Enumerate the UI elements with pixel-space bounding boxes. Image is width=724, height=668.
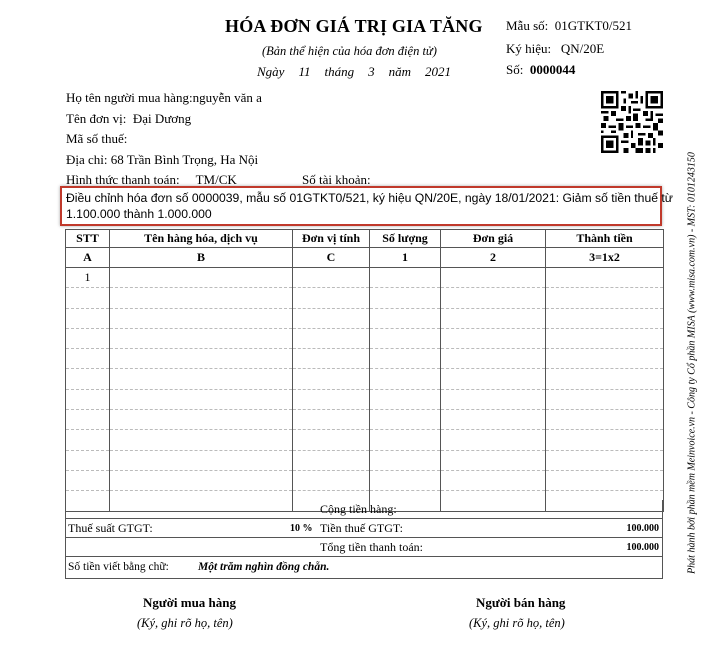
col-header: Tên hàng hóa, dịch vụ bbox=[110, 230, 293, 248]
invoice-title: HÓA ĐƠN GIÁ TRỊ GIA TĂNG bbox=[225, 16, 483, 36]
number-label: Số: bbox=[506, 62, 524, 77]
table-cell bbox=[441, 268, 546, 288]
table-cell bbox=[370, 268, 441, 288]
table-row bbox=[66, 470, 664, 490]
col-label: 3=1x2 bbox=[546, 248, 664, 268]
seller-signature-note: (Ký, ghi rõ họ, tên) bbox=[469, 616, 565, 630]
col-label: A bbox=[66, 248, 110, 268]
col-label: 1 bbox=[370, 248, 441, 268]
subtotal-row bbox=[65, 500, 663, 519]
col-header: Đơn giá bbox=[441, 230, 546, 248]
buyer-name-value: nguyễn văn a bbox=[192, 90, 262, 105]
total-label: Tổng tiền thanh toán: bbox=[320, 540, 423, 554]
buyer-name bbox=[66, 90, 262, 106]
vat-row bbox=[65, 519, 663, 538]
payment-label: Hình thức thanh toán: bbox=[66, 172, 180, 187]
table-row bbox=[66, 268, 664, 288]
table-row bbox=[66, 389, 664, 409]
account-label: Số tài khoản: bbox=[302, 172, 371, 187]
table-row bbox=[66, 410, 664, 430]
publisher-text: Phát hành bởi phần mềm Meinvoice.vn - Công ty Cổ phần MISA (www.misa.com.vn) - MST: 0101243150 bbox=[686, 152, 698, 574]
buyer-unit-value: Đại Dương bbox=[132, 111, 192, 126]
buyer-tax-label: Mã số thuế: bbox=[66, 131, 128, 146]
form-number bbox=[506, 18, 632, 34]
invoice-subtitle: (Bản thể hiện của hóa đơn điện tử) bbox=[262, 44, 437, 58]
vat-rate-label: Thuế suất GTGT: bbox=[68, 521, 153, 535]
buyer-address-label: Địa chỉ: bbox=[66, 152, 108, 167]
seller-signature-label: Người bán hàng bbox=[476, 595, 566, 610]
col-label: 2 bbox=[441, 248, 546, 268]
table-row bbox=[66, 328, 664, 348]
form-value: 01GTKT0/521 bbox=[554, 18, 633, 33]
table-cell bbox=[293, 268, 370, 288]
buyer-unit bbox=[66, 111, 191, 127]
payment-value: TM/CK bbox=[195, 172, 237, 187]
total-value: 100.000 bbox=[626, 542, 659, 553]
buyer-tax bbox=[66, 131, 127, 147]
invoice-date bbox=[257, 64, 465, 80]
invoice-number bbox=[506, 62, 575, 78]
date-year: 2021 bbox=[425, 64, 452, 79]
table-cell bbox=[110, 268, 293, 288]
buyer-address-value: 68 Trần Bình Trọng, Ha Nội bbox=[110, 152, 259, 167]
publisher-side-text bbox=[682, 108, 702, 618]
serial bbox=[506, 41, 604, 57]
date-year-label: năm bbox=[388, 64, 412, 79]
date-day-label: Ngày bbox=[257, 64, 285, 79]
buyer-signature-label: Người mua hàng bbox=[143, 595, 237, 610]
table-row bbox=[66, 450, 664, 470]
total-row bbox=[65, 538, 663, 557]
qr-code-icon bbox=[601, 91, 663, 153]
vat-amount-label: Tiền thuế GTGT: bbox=[320, 521, 403, 535]
buyer-signature-note: (Ký, ghi rõ họ, tên) bbox=[137, 616, 233, 630]
table-row bbox=[66, 288, 664, 308]
buyer-address bbox=[66, 152, 258, 168]
col-label: C bbox=[293, 248, 370, 268]
date-month-label: tháng bbox=[324, 64, 355, 79]
buyer-unit-label: Tên đơn vị: bbox=[66, 111, 127, 126]
col-header: Đơn vị tính bbox=[293, 230, 370, 248]
serial-value: QN/20E bbox=[560, 41, 605, 56]
table-label-row bbox=[66, 248, 664, 268]
table-cell: 1 bbox=[66, 268, 110, 288]
table-row bbox=[66, 430, 664, 450]
number-value: 0000044 bbox=[529, 62, 576, 77]
amount-in-words-row bbox=[65, 557, 663, 579]
date-month: 3 bbox=[368, 64, 375, 79]
subtotal-label: Cộng tiền hàng: bbox=[320, 502, 397, 516]
serial-label: Ký hiệu: bbox=[506, 41, 552, 56]
words-label: Số tiền viết bằng chữ: bbox=[68, 561, 169, 573]
buyer-name-label: Họ tên người mua hàng: bbox=[66, 90, 193, 105]
table-header-row bbox=[66, 230, 664, 248]
words-value: Một trăm nghìn đồng chẵn. bbox=[198, 561, 330, 573]
form-label: Mẫu số: bbox=[506, 18, 549, 33]
col-header: Số lượng bbox=[370, 230, 441, 248]
col-header: Thành tiền bbox=[546, 230, 664, 248]
table-cell bbox=[546, 268, 664, 288]
table-row bbox=[66, 349, 664, 369]
col-label: B bbox=[110, 248, 293, 268]
vat-rate-value: 10 % bbox=[290, 523, 313, 534]
items-table bbox=[65, 229, 664, 512]
vat-amount-value: 100.000 bbox=[626, 523, 659, 534]
adjustment-note: Điều chỉnh hóa đơn số 0000039, mẫu số 01GTKT0/521, ký hiệu QN/20E, ngày 18/01/2021: Giảm số tiền thuế từ 1.100.000 thành 1.000.000 bbox=[66, 191, 673, 221]
col-header: STT bbox=[66, 230, 110, 248]
table-row bbox=[66, 369, 664, 389]
table-row bbox=[66, 308, 664, 328]
date-day: 11 bbox=[298, 64, 311, 79]
